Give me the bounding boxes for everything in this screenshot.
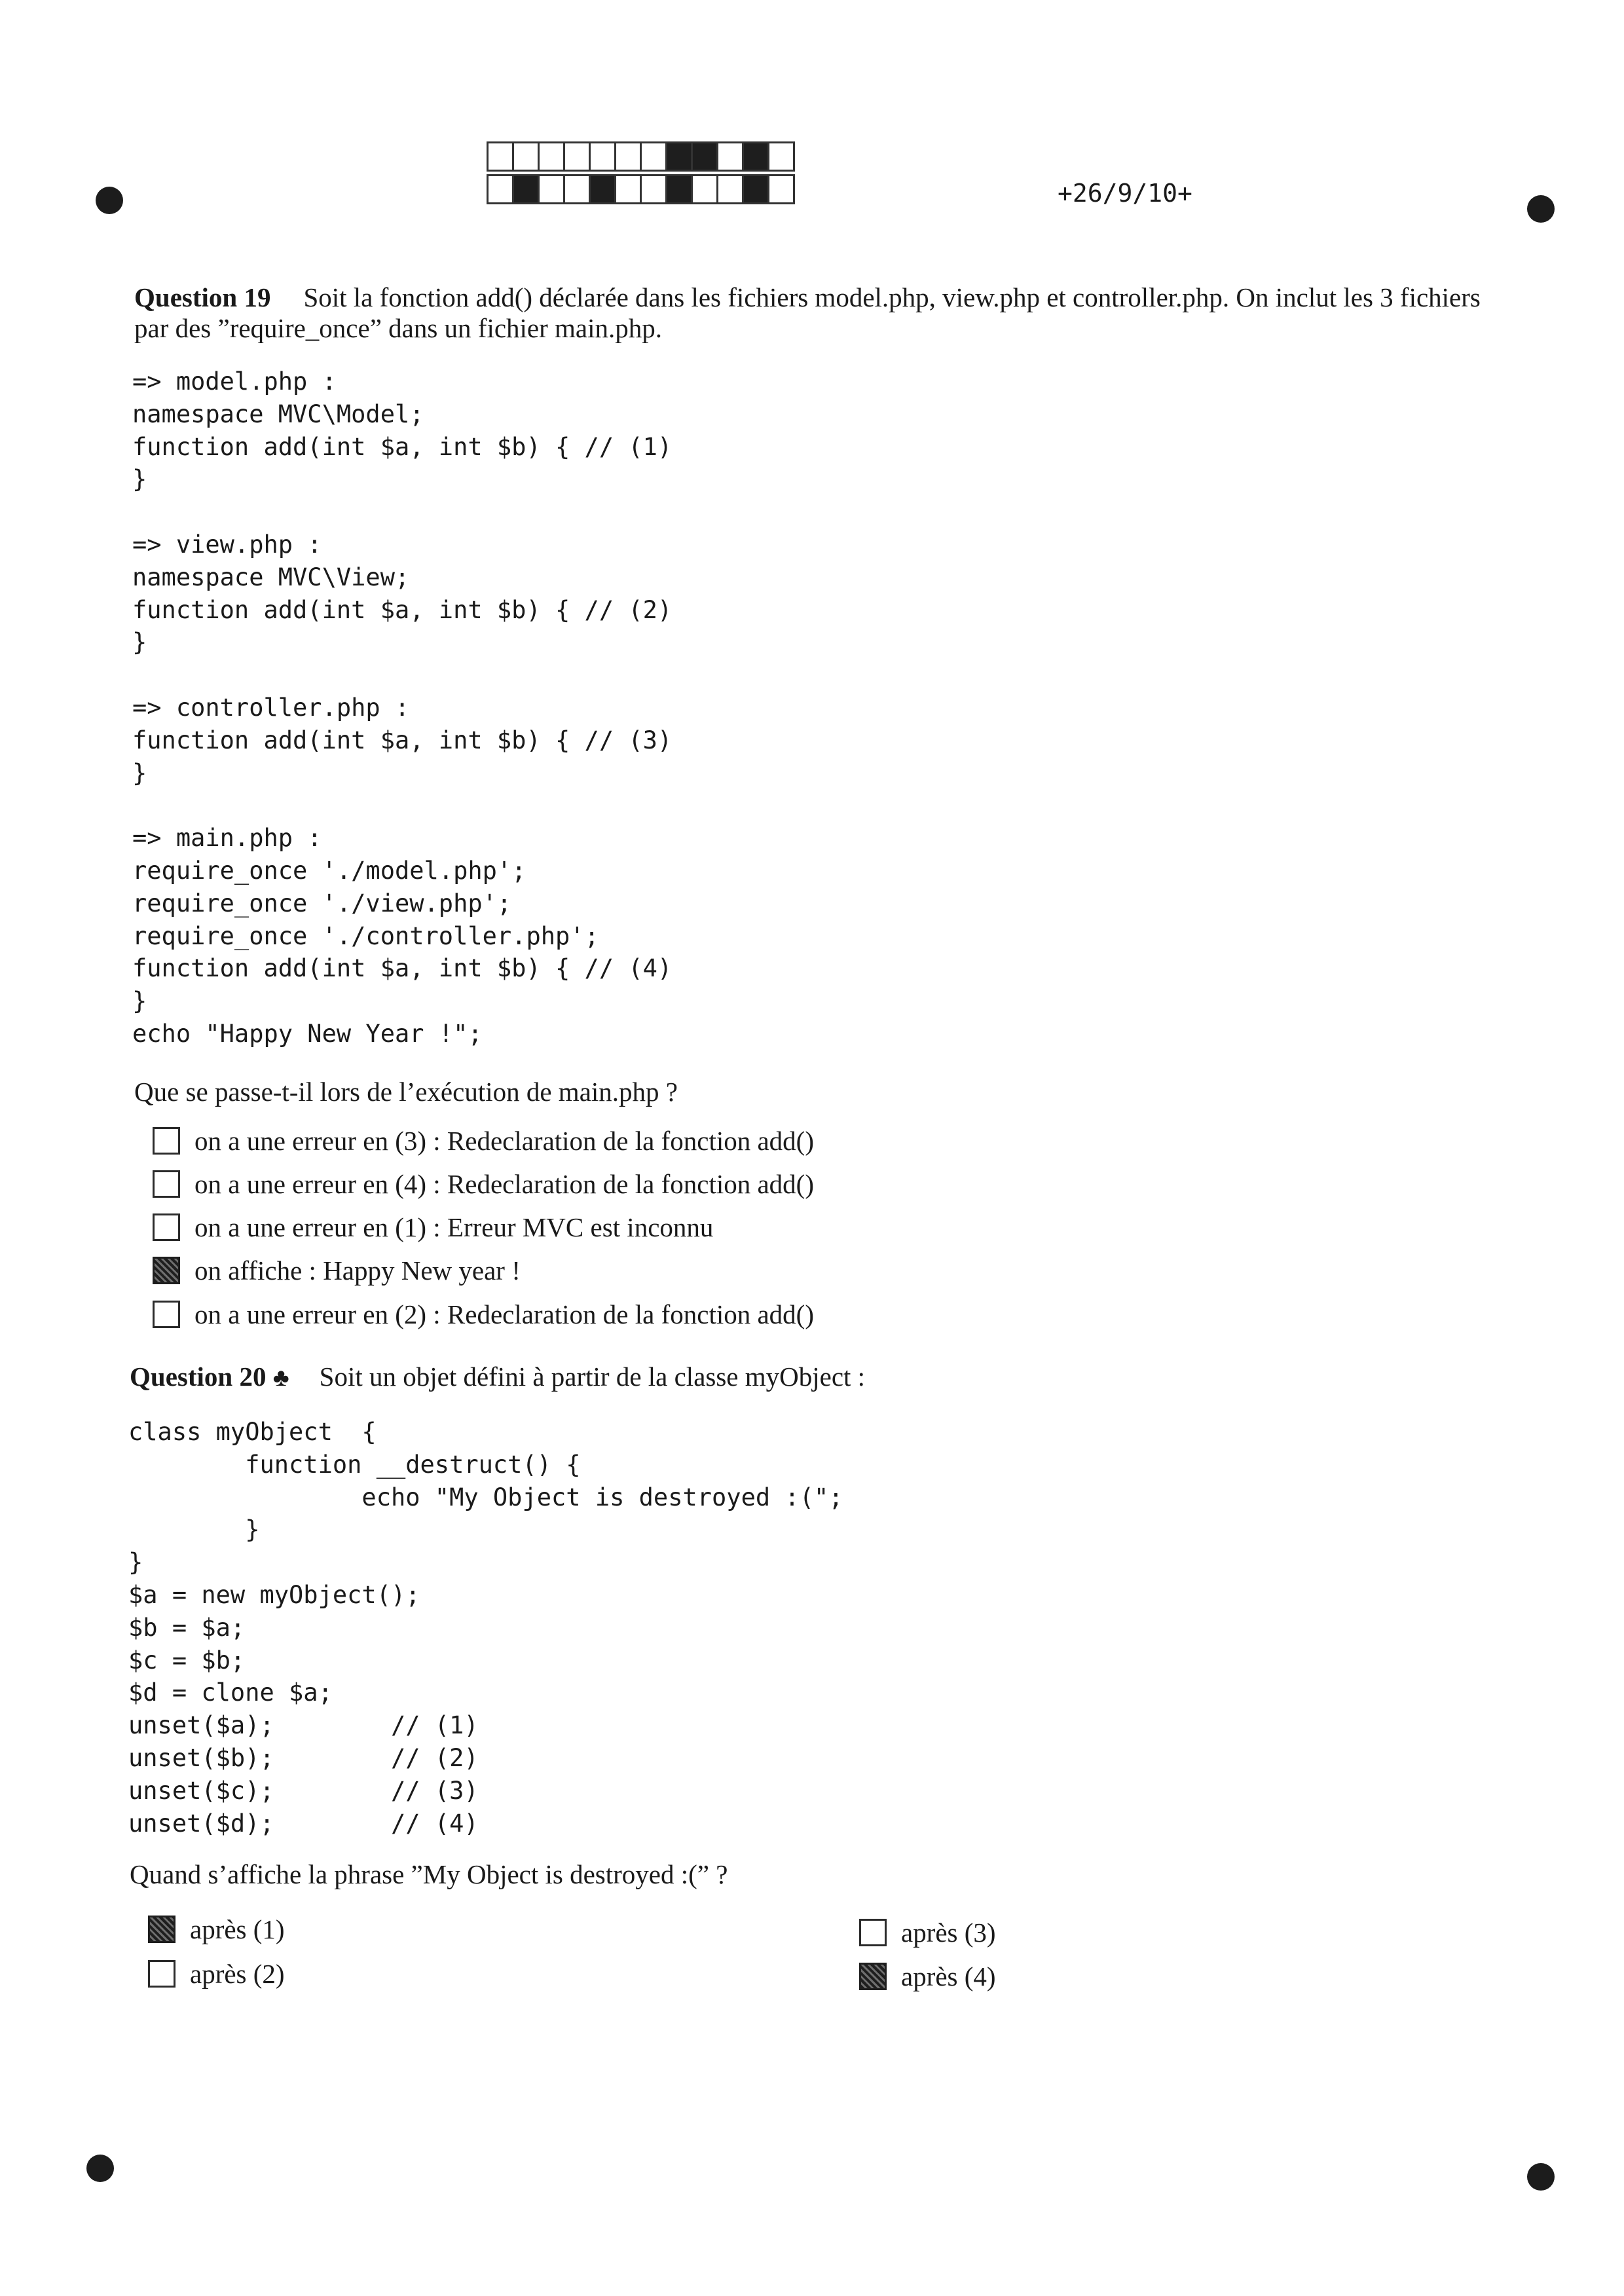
barcode-cell	[589, 174, 616, 204]
barcode-cell	[538, 174, 565, 204]
barcode-cell	[767, 141, 795, 172]
choice-label: après (2)	[190, 1959, 285, 1989]
question-20-choice-2[interactable]	[148, 1958, 285, 1990]
question-20-title-text: Question 20	[130, 1361, 267, 1392]
registration-mark-bottom-left	[86, 2155, 114, 2182]
barcode-cell	[614, 174, 642, 204]
choice-label: on a une erreur en (2) : Redeclaration de la fonction add()	[194, 1299, 814, 1329]
barcode-cell	[563, 141, 591, 172]
choice-label: après (3)	[901, 1917, 996, 1948]
choice-label: après (4)	[901, 1961, 996, 1991]
barcode-cell	[742, 174, 769, 204]
barcode-cell	[716, 174, 744, 204]
question-19-code: => model.php : namespace MVC\Model; function add(int $a, int $b) { // (1) } => view.php : namespace MVC\View; function add(int $a, int $b) { // (2) } => controller.php : function add(int $a, int $b) { // (3) } => main.php : require_once './model.php'; require_once './view.php'; require_once './controller.php'; function add(int $a, int $b) { // (4) } echo "Happy New Year !";	[132, 367, 673, 1048]
choice-checkbox[interactable]	[148, 1960, 175, 1988]
barcode-cell	[538, 141, 565, 172]
question-19-prompt: Que se passe-t-il lors de l’exécution de main.php ?	[134, 1077, 678, 1107]
choice-checkbox[interactable]	[153, 1257, 180, 1284]
question-20-statement-text: Soit un objet défini à partir de la classe myObject :	[319, 1361, 866, 1392]
barcode-cell	[640, 174, 667, 204]
barcode-cell	[640, 141, 667, 172]
choice-checkbox[interactable]	[153, 1301, 180, 1328]
choice-checkbox[interactable]	[153, 1213, 180, 1241]
barcode-cell	[665, 174, 693, 204]
barcode-cell	[512, 141, 540, 172]
question-19-choice-3[interactable]	[153, 1212, 713, 1243]
barcode-cell	[691, 141, 718, 172]
choice-checkbox[interactable]	[859, 1963, 887, 1990]
question-20-choice-3[interactable]	[859, 1917, 996, 1948]
registration-mark-top-left	[96, 187, 123, 214]
question-20-choice-1[interactable]	[148, 1914, 285, 1945]
question-19-title: Question 19	[134, 282, 271, 312]
question-19-choice-5[interactable]	[153, 1299, 814, 1330]
question-20-prompt: Quand s’affiche la phrase ”My Object is destroyed :(” ?	[130, 1859, 728, 1889]
choice-label: après (1)	[190, 1914, 285, 1944]
registration-mark-top-right	[1527, 195, 1555, 223]
barcode-cell	[563, 174, 591, 204]
question-19-choice-4[interactable]	[153, 1255, 521, 1286]
choice-checkbox[interactable]	[859, 1919, 887, 1946]
question-19-choice-1[interactable]	[153, 1125, 814, 1157]
barcode-cell	[512, 174, 540, 204]
choice-checkbox[interactable]	[153, 1170, 180, 1198]
barcode-row-2	[487, 174, 793, 204]
question-19-statement	[134, 282, 1481, 313]
barcode-cell	[589, 141, 616, 172]
barcode-cell	[742, 141, 769, 172]
barcode-cell	[767, 174, 795, 204]
question-19-statement-line-2: par des ”require_once” dans un fichier main.php.	[134, 313, 663, 343]
barcode-cell	[614, 141, 642, 172]
barcode-cell	[665, 141, 693, 172]
question-20-choice-4[interactable]	[859, 1961, 996, 1992]
question-20-statement	[130, 1361, 865, 1394]
choice-label: on a une erreur en (1) : Erreur MVC est inconnu	[194, 1212, 714, 1242]
barcode-row-1	[487, 141, 793, 172]
choice-label: on a une erreur en (3) : Redeclaration de la fonction add()	[194, 1126, 814, 1156]
question-19-choice-2[interactable]	[153, 1168, 814, 1200]
page-id: +26/9/10+	[1058, 179, 1192, 208]
question-20-code: class myObject { function __destruct() { echo "My Object is destroyed :("; } } $a = new myObject(); $b = $a; $c = $b; $d = clone $a; unset($a); // (1) unset($b); // (2) unset($c); // (3) unset($d); // (4)	[128, 1418, 843, 1838]
club-icon: ♣	[272, 1364, 289, 1392]
question-20-title	[130, 1361, 289, 1392]
registration-mark-bottom-right	[1527, 2163, 1555, 2191]
barcode-cell	[691, 174, 718, 204]
choice-checkbox[interactable]	[148, 1916, 175, 1943]
choice-checkbox[interactable]	[153, 1127, 180, 1155]
barcode-cell	[487, 174, 514, 204]
barcode-cell	[487, 141, 514, 172]
choice-label: on a une erreur en (4) : Redeclaration de la fonction add()	[194, 1169, 814, 1199]
question-19-statement-line-1: Soit la fonction add() déclarée dans les fichiers model.php, view.php et controller.php. On inclut les 3 fichiers	[303, 282, 1481, 312]
choice-label: on affiche : Happy New year !	[194, 1255, 521, 1286]
barcode-cell	[716, 141, 744, 172]
